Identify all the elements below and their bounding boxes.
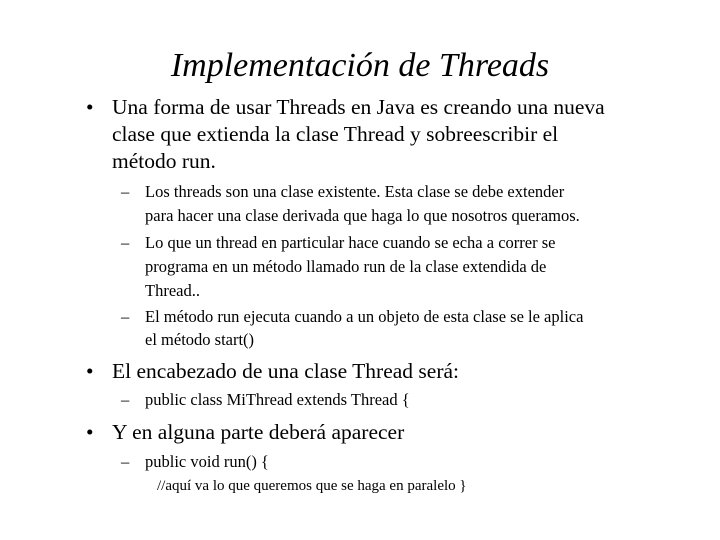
subpoint-1-2-line-2: programa en un método llamado run de la clase extendida de (145, 257, 547, 276)
subpoint-2-1-marker: – (121, 390, 130, 409)
subpoint-1-3-line-2: el método start() (145, 330, 255, 349)
bullet-3-text: Y en alguna parte deberá aparecer (112, 420, 405, 444)
bullet-1-line-3: método run. (112, 149, 216, 173)
subpoint-1-1-marker: – (121, 182, 130, 201)
bullet-1-line-2: clase que extienda la clase Thread y sobreescribir el (112, 122, 559, 146)
subpoint-1-2-marker: – (121, 233, 130, 252)
subpoint-2-1-text: public class MiThread extends Thread { (145, 390, 410, 409)
subpoint-1-3-line-1: El método run ejecuta cuando a un objeto de esta clase se le aplica (145, 307, 584, 326)
subpoint-1-3-marker: – (121, 307, 130, 326)
bullet-3-marker: • (86, 420, 94, 444)
bullet-2-marker: • (86, 359, 94, 383)
subpoint-3-1-text: public void run() { (145, 452, 269, 471)
subpoint-1-1-line-2: para hacer una clase derivada que haga lo que nosotros queramos. (145, 206, 580, 225)
code-comment-line: //aquí va lo que queremos que se haga en paralelo } (157, 478, 467, 494)
bullet-1-marker: • (86, 95, 94, 119)
subpoint-1-2-line-3: Thread.. (145, 281, 200, 300)
bullet-2-text: El encabezado de una clase Thread será: (112, 359, 459, 383)
slide-title: Implementación de Threads (170, 47, 550, 84)
subpoint-1-1-line-1: Los threads son una clase existente. Esta clase se debe extender (145, 182, 565, 201)
bullet-1-line-1: Una forma de usar Threads en Java es creando una nueva (112, 95, 605, 119)
subpoint-3-1-marker: – (121, 452, 130, 471)
subpoint-1-2-line-1: Lo que un thread en particular hace cuando se echa a correr se (145, 233, 556, 252)
